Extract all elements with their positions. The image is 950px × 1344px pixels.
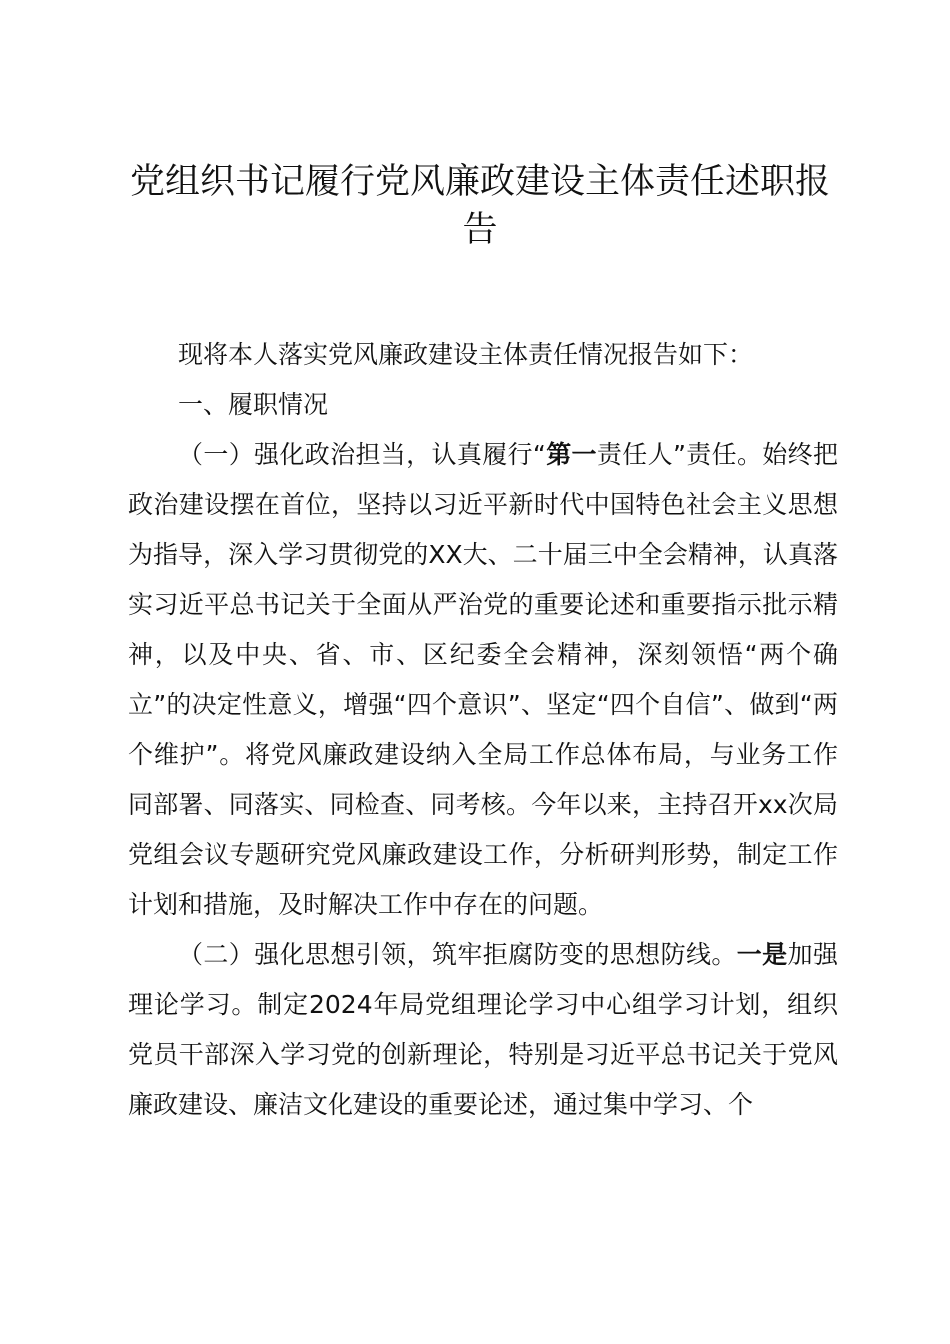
intro-paragraph: 现将本人落实党风廉政建设主体责任情况报告如下： [178, 340, 754, 369]
document-body [128, 330, 838, 1130]
document-title: 党组织书记履行党风廉政建设主体责任述职报告 [129, 162, 830, 250]
paragraph-1 [128, 430, 838, 930]
paragraph-1-rest: 责任人”责任。始终把政治建设摆在首位，坚持以习近平新时代中国特色社会主义思想为指导，深入学习贯彻党的XX大、二十届三中全会精神，认真落实习近平总书记关于全面从严治党的重要论述和重要指示批示精神，以及中央、省、市、区纪委全会精神，深刻领悟“两个确立”的决定性意义，增强“四个意识”、坚定“四个自信”、做到“两个维护”。将党风廉政建设纳入全局工作总体布局，与业务工作同部署、同落实、同检查、同考核。今年以来，主持召开xx次局党组会议专题研究党风廉政建设工作，分析研判形势，制定工作计划和措施，及时解决工作中存在的问题。 [128, 440, 839, 919]
paragraph-1-bold: 第一 [545, 440, 597, 469]
paragraph-2-rest: 加强理论学习。制定2024年局党组理论学习中心组学习计划，组织党员干部深入学习党的创新理论，特别是习近平总书记关于党风廉政建设、廉洁文化建设的重要论述，通过集中学习、个 [128, 940, 838, 1119]
paragraph-2-lead: （二）强化思想引领，筑牢拒腐防变的思想防线。 [178, 940, 737, 969]
section-heading: 一、履职情况 [178, 390, 329, 419]
paragraph-2 [128, 930, 838, 1130]
paragraph-1-lead: （一）强化政治担当，认真履行“ [178, 440, 546, 469]
paragraph-2-bold: 一是 [736, 940, 788, 969]
